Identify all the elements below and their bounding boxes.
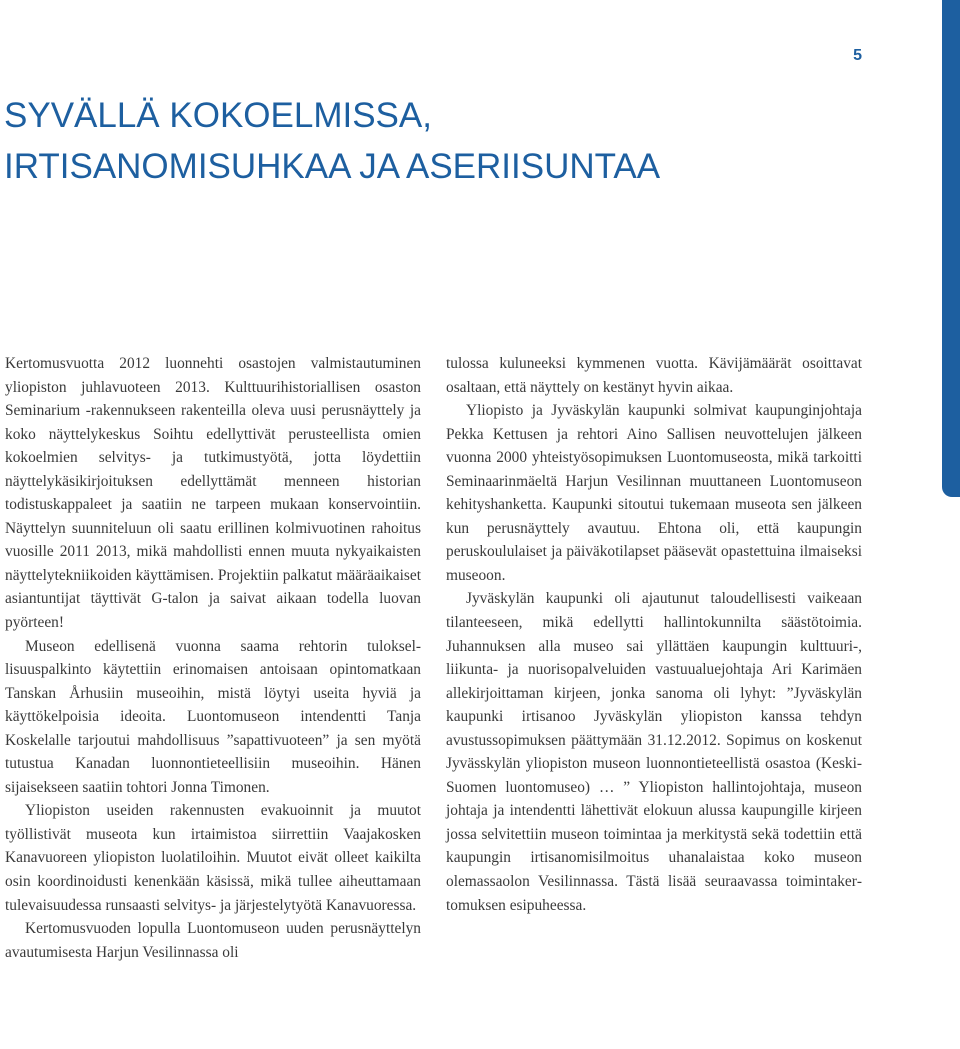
- right-paragraph-2: Yliopisto ja Jyväskylän kaupunki solmivat kaupunginjohtaja Pekka Kettusen ja rehtori Aino Sallisen neuvottelujen jälkeen vuonna 2000 yhteistyösopimuksen Luontomuseosta, mikä tarkoitti Seminaarinmäeltä Harjun Vesilinnan muuttaneen Luontomuseon kehityshanketta. Kaupunki sitoutui tukemaan museota sen jälkeen kun perusnäyttely avautuu. Ehtona oli, että kaupungin peruskoululaiset ja päiväkotilapset pääsevät opastettuina ilmaiseksi museoon.: [446, 402, 862, 584]
- left-paragraph-3: Yliopiston useiden rakennusten evakuoinnit ja muutot työllistivät museota kun irtaimistoa siirrettiin Vaajakosken Kanavuoreen yliopiston luolatiloihin. Muutot eivät olleet kaikilta osin koordinoidusti kenenkään käsissä, mikä tullee aiheuttamaan tulevaisuudessa runsaasti selvitys- ja järjestelytyötä Kanavuoressa.: [5, 802, 421, 914]
- page-title: [4, 90, 924, 192]
- left-paragraph-2: Museon edellisenä vuonna saama rehtorin tuloksellisuuspalkinto käytettiin erinomaisen antoisaan opintomatkaan Tanskan Århusiin museoihin, mistä löytyi useita hyviä ja käyttökelpoisia ideoita. Luontomuseon intendentti Tanja Koskelalle tarjoutui mahdollisuus ”sapattivuoteen” ja sen myötä tutustua Kanadan luonnontieteellisiin museoihin. Hänen sijaisekseen saatiin tohtori Jonna Timonen.: [5, 637, 421, 796]
- left-paragraph-4: Kertomusvuoden lopulla Luontomuseon uuden perusnäyttelyn avautumisesta Harjun Vesilinnassa oli: [5, 920, 421, 961]
- right-column: [446, 352, 862, 917]
- left-column: [5, 352, 421, 964]
- title-line-1: SYVÄLLÄ KOKOELMISSA,: [4, 96, 432, 135]
- left-paragraph-1: Kertomusvuotta 2012 luonnehti osastojen valmistautuminen yliopiston juhlavuoteen 2013. Kulttuurihistoriallisen osaston Seminarium -rakennukseen rakenteilla oleva uusi perusnäyttely ja koko näyttelykeskus Soihtu edellyttivät perusteellista omien kokoelmien selvitys- ja tutkimustyötä, jotta löydettiin näyttelykäsikirjoituksen edellyttämät menneen historian todistuskappaleet ja saatiin ne tarpeen mukaan konservointiin. Näyttelyn suunniteluun oli saatu erillinen kolmivuotinen rahoitus vuosille 2011 2013, mikä mahdollisti ennen muuta nykyaikaisten näyttelytekniikoiden käyttämisen. Projektiin palkatut määräaikaiset asiantuntijat täyttivät G-talon ja saivat aikaan todella luovan pyörteen!: [5, 355, 421, 632]
- right-paragraph-1: tulossa kuluneeksi kymmenen vuotta. Kävijämäärät osoittavat osaltaan, että näyttely on kestänyt hyvin aikaa.: [446, 355, 862, 396]
- right-paragraph-3: Jyväskylän kaupunki oli ajautunut taloudellisesti vaikeaan tilanteeseen, mikä edellytti hallintokunnilta säästötoimia. Juhannuksen alla museo sai yllättäen kaupungin kulttuuri-, liikunta- ja nuorisopalveluiden vastuualuejohtaja Ari Karimäen allekirjoittaman kirjeen, jonka sanoma oli lyhyt: ”Jyväskylän kaupunki irtisanoo Jyväskylän yliopiston kanssa tehdyn avustussopimuksen päättymään 31.12.2012. Sopimus on koskenut Jyvässkylän yliopiston museon luonnontieteellistä osastoa (Keski-Suomen luontomuseo) … ” Yliopiston hallintojohtaja, museon johtaja ja intendentti lähettivät elokuun alussa kaupungille kirjeen jossa selvitettiin museon toimintaa ja merkitystä sekä todettiin että kaupungin irtisanomisilmoitus uhanalaistaa koko museon olemassaolon Vesilinnassa. Tästä lisää seuraavassa toimintakertomuksen esipuheessa.: [446, 590, 862, 914]
- page-number: 5: [853, 47, 862, 64]
- title-line-2: IRTISANOMISUHKAA JA ASERIISUNTAA: [4, 147, 661, 186]
- side-tab-marker: [942, 0, 960, 497]
